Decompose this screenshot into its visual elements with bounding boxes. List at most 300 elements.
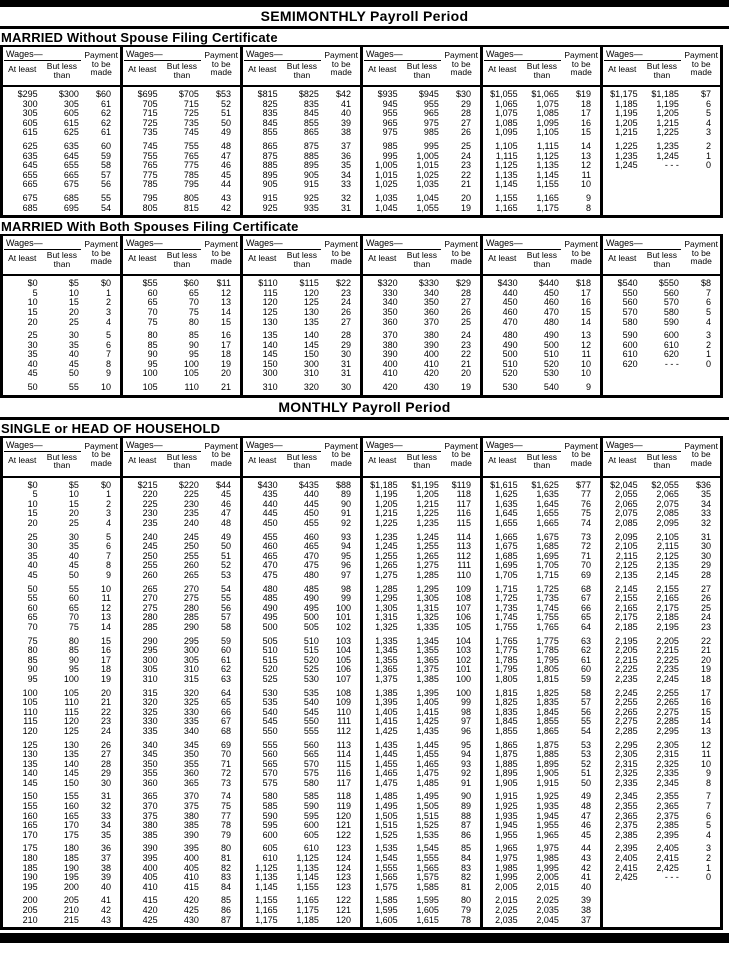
table-row <box>363 318 480 328</box>
payment-cell: 42 <box>100 905 111 915</box>
at-least-cell: 80 <box>147 330 158 341</box>
wage-table-married-both-spouses <box>0 234 723 398</box>
row-group <box>3 194 120 213</box>
row-group <box>363 383 480 393</box>
payment-cell: $29 <box>455 278 471 289</box>
table-row <box>123 727 240 737</box>
but-less-cell: 1,835 <box>536 697 559 708</box>
table-row <box>3 331 120 341</box>
but-less-cell: 1,255 <box>416 541 439 552</box>
at-least-cell: 95 <box>27 673 38 684</box>
at-least-cell: 1,865 <box>495 739 518 750</box>
payment-cell: 81 <box>460 881 471 892</box>
at-least-cell: 1,285 <box>375 583 398 594</box>
payment-cell: 72 <box>220 768 231 779</box>
wage-column-group <box>603 236 720 395</box>
at-least-cell: 280 <box>142 612 158 623</box>
payment-cell: 37 <box>580 914 591 925</box>
but-less-cell: 1,955 <box>536 820 559 831</box>
at-least-cell: 410 <box>142 881 158 892</box>
but-less-cell: 70 <box>68 612 79 623</box>
at-least-cell: 140 <box>22 768 38 779</box>
at-least-cell: 390 <box>382 349 398 360</box>
but-less-cell: 925 <box>303 192 319 203</box>
table-row <box>3 552 120 562</box>
but-less-cell: 510 <box>303 635 319 646</box>
at-least-cell: $2,045 <box>610 479 638 490</box>
at-least-cell: 70 <box>147 306 158 317</box>
payment-cell: 3 <box>705 330 711 341</box>
at-least-cell: 655 <box>22 169 38 180</box>
payment-cell: 50 <box>220 117 231 128</box>
row-group <box>363 689 480 737</box>
wage-column-group <box>603 47 720 215</box>
at-least-cell: 1,165 <box>255 905 278 915</box>
payment-cell: 56 <box>100 179 111 190</box>
payment-cell: 24 <box>460 330 471 341</box>
payment-cell: 21 <box>460 358 471 369</box>
payment-cell: 17 <box>580 108 591 119</box>
but-less-cell: 2,325 <box>656 758 679 769</box>
payment-cell: 3 <box>105 306 111 317</box>
but-less-cell: 815 <box>183 202 199 213</box>
at-least-cell: 895 <box>262 169 278 180</box>
at-least-cell: 1,245 <box>615 160 638 171</box>
wages-subheaders <box>484 250 563 268</box>
payment-cell: 61 <box>580 654 591 665</box>
row-group <box>3 585 120 633</box>
at-least-cell: 1,185 <box>615 98 638 109</box>
rows-area <box>603 87 720 173</box>
but-less-cell: 130 <box>63 739 79 750</box>
payment-cell: 53 <box>580 749 591 760</box>
row-group <box>123 142 240 190</box>
but-less-cell: 1,505 <box>416 801 439 812</box>
but-less-cell: 335 <box>183 716 199 727</box>
row-group <box>363 792 480 840</box>
at-least-cell: 200 <box>22 895 38 906</box>
but-less-cell: 540 <box>303 697 319 708</box>
at-least-cell: 1,205 <box>615 117 638 128</box>
but-less-cell: 985 <box>423 127 439 138</box>
wage-table-married-without-spouse <box>0 45 723 218</box>
but-less-cell: 1,935 <box>536 801 559 812</box>
but-less-cell: 995 <box>423 140 439 151</box>
at-least-cell: $430 <box>257 479 278 490</box>
payment-cell: 9 <box>105 368 111 379</box>
but-less-cell: 120 <box>63 716 79 727</box>
but-less-cell: 125 <box>303 297 319 308</box>
but-less-cell: 835 <box>303 98 319 109</box>
table-row <box>483 675 600 685</box>
at-least-cell: $55 <box>142 278 158 289</box>
payment-cell: 55 <box>580 716 591 727</box>
but-less-cell: 1,815 <box>536 673 559 684</box>
table-row <box>603 571 720 581</box>
but-less-cell: 1,145 <box>536 169 559 180</box>
but-less-cell: 450 <box>543 287 559 298</box>
payment-cell: 94 <box>340 541 351 552</box>
but-less-cell: 1,015 <box>416 160 439 171</box>
but-less-cell: 1,095 <box>536 117 559 128</box>
payment-cell: 2 <box>705 853 711 864</box>
at-least-cell: 1,135 <box>495 169 518 180</box>
at-least-cell: 100 <box>142 368 158 379</box>
but-less-cell: 65 <box>188 287 199 298</box>
at-least-cell: $0 <box>27 278 38 289</box>
payment-cell: 86 <box>460 829 471 840</box>
but-less-cell: 420 <box>183 895 199 906</box>
table-row <box>603 727 720 737</box>
payment-cell: 6 <box>105 339 111 350</box>
row-group <box>603 792 720 840</box>
row-group <box>363 585 480 633</box>
but-less-cell: 570 <box>663 297 679 308</box>
payment-cell: 110 <box>456 570 471 580</box>
at-least-cell: 2,205 <box>615 645 638 656</box>
but-less-cell: 1,225 <box>416 508 439 519</box>
but-less-cell: 310 <box>303 368 319 379</box>
payment-cell: 112 <box>336 725 351 736</box>
payment-cell: 90 <box>340 498 351 509</box>
at-least-cell: $935 <box>377 89 398 99</box>
at-least-cell: 845 <box>262 117 278 128</box>
wages-header-label: Wages— <box>484 440 561 452</box>
table-row <box>123 779 240 789</box>
but-less-cell: 1,375 <box>416 664 439 675</box>
at-least-cell: 1,555 <box>375 862 398 873</box>
payment-cell: 46 <box>580 820 591 831</box>
at-least-cell: 2,055 <box>615 489 638 500</box>
payment-cell: 4 <box>105 316 111 327</box>
at-least-cell: 2,415 <box>615 862 638 873</box>
at-least-cell: 530 <box>262 687 278 698</box>
but-less-cell: 140 <box>303 330 319 341</box>
payment-cell: 32 <box>340 192 351 203</box>
payment-cell: 61 <box>100 98 111 109</box>
payment-cell: 35 <box>700 489 711 500</box>
at-least-cell: 1,065 <box>495 98 518 109</box>
row-group <box>243 279 360 327</box>
payment-cell: 59 <box>220 635 231 646</box>
table-row <box>3 779 120 789</box>
wage-column-group <box>3 47 123 215</box>
payment-cell: 25 <box>460 140 471 151</box>
but-less-cell: 40 <box>68 550 79 561</box>
row-group <box>603 689 720 737</box>
at-least-cell: 85 <box>27 654 38 665</box>
payment-cell: 60 <box>580 664 591 675</box>
rows-area <box>123 478 240 928</box>
payment-cell: 114 <box>336 749 351 760</box>
but-less-cell: 1,475 <box>416 768 439 779</box>
wages-header <box>4 238 83 272</box>
but-less-cell: 1,665 <box>536 518 559 529</box>
at-least-cell: 685 <box>22 202 38 213</box>
but-less-than-header: But less than <box>286 61 318 80</box>
at-least-header: At least <box>8 454 37 465</box>
payment-cell: 20 <box>460 368 471 379</box>
wage-table-single-head-of-household <box>0 436 723 931</box>
payment-cell: 42 <box>580 862 591 873</box>
but-less-cell: 1,085 <box>536 108 559 119</box>
at-least-cell: 2,395 <box>615 843 638 854</box>
but-less-cell: 1,925 <box>536 791 559 802</box>
payment-cell: 113 <box>456 541 471 552</box>
payment-cell: 121 <box>335 905 351 915</box>
at-least-cell: 1,505 <box>375 810 398 821</box>
payment-cell: 21 <box>220 382 231 393</box>
at-least-cell: 570 <box>262 768 278 779</box>
but-less-cell: 460 <box>303 531 319 542</box>
but-less-cell: 410 <box>183 872 199 883</box>
at-least-header: At least <box>368 64 397 74</box>
but-less-cell: 400 <box>423 349 439 360</box>
payment-cell: 61 <box>100 127 111 138</box>
at-least-cell: 2,355 <box>615 801 638 812</box>
at-least-cell: 340 <box>142 739 158 750</box>
table-row <box>363 831 480 841</box>
payment-cell: 72 <box>580 541 591 552</box>
at-least-cell: 535 <box>262 697 278 708</box>
at-least-cell: $540 <box>617 278 638 289</box>
payment-cell: 58 <box>580 687 591 698</box>
payment-cell: 124 <box>335 862 351 873</box>
but-less-cell: 560 <box>303 739 319 750</box>
payment-cell: 13 <box>700 725 711 736</box>
but-less-cell: 495 <box>303 602 319 613</box>
but-less-than-header: But less than <box>286 451 318 471</box>
but-less-cell: 270 <box>183 583 199 594</box>
payment-cell: 22 <box>460 349 471 360</box>
row-group <box>243 585 360 633</box>
but-less-cell: 95 <box>68 664 79 675</box>
but-less-cell: 520 <box>543 358 559 369</box>
but-less-cell: 390 <box>183 829 199 840</box>
at-least-cell: 1,685 <box>495 550 518 561</box>
table-row <box>483 571 600 581</box>
row-group <box>603 142 720 171</box>
at-least-cell: 1,125 <box>495 160 518 171</box>
but-less-cell: 505 <box>303 621 319 632</box>
payment-cell: 19 <box>460 202 471 213</box>
payment-cell: 41 <box>100 895 111 906</box>
but-less-cell: 1,485 <box>416 777 439 788</box>
column-header <box>123 236 240 276</box>
payment-cell: 14 <box>100 621 111 632</box>
but-less-cell: 180 <box>63 843 79 854</box>
payment-cell: 6 <box>105 541 111 552</box>
at-least-cell: 1,715 <box>495 583 518 594</box>
at-least-cell: 1,345 <box>375 645 398 656</box>
but-less-cell: 2,345 <box>656 777 679 788</box>
wages-header-label: Wages— <box>604 440 681 452</box>
payment-cell: 84 <box>220 881 231 892</box>
at-least-cell: 1,995 <box>495 872 518 883</box>
at-least-cell: 125 <box>262 306 278 317</box>
at-least-cell: 1,755 <box>495 621 518 632</box>
payment-cell: 9 <box>105 570 111 580</box>
but-less-cell: 190 <box>63 862 79 873</box>
but-less-cell: 290 <box>183 621 199 632</box>
table-row <box>483 180 600 190</box>
but-less-cell: 1,885 <box>536 749 559 760</box>
payment-cell: 56 <box>580 706 591 717</box>
table-row <box>483 369 600 379</box>
at-least-header: At least <box>608 454 637 465</box>
payment-cell: 5 <box>105 531 111 542</box>
payment-cell: 50 <box>220 541 231 552</box>
at-least-cell: 425 <box>142 914 158 925</box>
row-group <box>123 792 240 840</box>
row-group <box>123 896 240 925</box>
payment-cell: $44 <box>215 479 231 490</box>
at-least-cell: 560 <box>262 749 278 760</box>
payment-cell: 51 <box>220 108 231 119</box>
table-row <box>3 916 120 926</box>
payment-cell: 2 <box>105 297 111 308</box>
at-least-cell: 305 <box>22 108 38 119</box>
at-least-cell: 560 <box>622 297 638 308</box>
but-less-cell: 2,375 <box>656 810 679 821</box>
at-least-cell: 1,145 <box>495 179 518 190</box>
at-least-cell: 1,085 <box>495 117 518 128</box>
at-least-cell: 1,775 <box>495 645 518 656</box>
at-least-cell: 2,145 <box>615 583 638 594</box>
but-less-cell: 535 <box>303 687 319 698</box>
payment-cell: 43 <box>220 192 231 203</box>
at-least-cell: $295 <box>17 89 38 99</box>
payment-cell: 116 <box>456 508 471 519</box>
at-least-cell: 470 <box>262 560 278 571</box>
payment-cell: 79 <box>460 905 471 915</box>
table-row <box>363 204 480 214</box>
at-least-cell: 2,155 <box>615 593 638 604</box>
wages-header <box>124 440 203 474</box>
table-row <box>123 571 240 581</box>
payment-cell: 83 <box>460 862 471 873</box>
but-less-cell: 280 <box>183 602 199 613</box>
but-less-cell: 2,255 <box>656 687 679 698</box>
payment-cell: 52 <box>220 98 231 109</box>
but-less-cell: 1,415 <box>416 706 439 717</box>
payment-cell: 1 <box>705 862 711 873</box>
at-least-cell: $0 <box>27 479 38 490</box>
payment-cell: 5 <box>705 108 711 119</box>
payment-cell: $19 <box>575 89 591 99</box>
at-least-cell: 1,975 <box>495 853 518 864</box>
but-less-cell: 490 <box>543 330 559 341</box>
payment-cell: 100 <box>455 673 471 684</box>
payment-cell: $53 <box>215 89 231 99</box>
but-less-cell: 555 <box>303 725 319 736</box>
row-group <box>243 844 360 892</box>
table-row <box>123 675 240 685</box>
at-least-cell: $695 <box>137 89 158 99</box>
at-least-cell: 310 <box>262 382 278 393</box>
at-least-cell: 205 <box>22 905 38 915</box>
payment-cell: 101 <box>455 664 471 675</box>
but-less-than-header: But less than <box>166 250 198 269</box>
payment-cell: 1 <box>105 489 111 500</box>
at-least-cell: 755 <box>142 150 158 161</box>
but-less-cell: 490 <box>303 593 319 604</box>
at-least-cell: 1,245 <box>375 541 398 552</box>
row-group <box>3 792 120 840</box>
payment-cell: 67 <box>580 593 591 604</box>
at-least-cell: 785 <box>142 179 158 190</box>
payment-cell: 74 <box>220 791 231 802</box>
at-least-cell: 225 <box>142 498 158 509</box>
at-least-cell: 2,405 <box>615 853 638 864</box>
at-least-cell: 120 <box>22 725 38 736</box>
but-less-cell: 2,095 <box>656 518 679 529</box>
at-least-cell: 250 <box>142 550 158 561</box>
wages-header-label: Wages— <box>244 238 321 250</box>
payment-cell: 11 <box>581 349 591 360</box>
but-less-cell: 745 <box>183 127 199 138</box>
at-least-cell: 285 <box>142 621 158 632</box>
at-least-cell: 1,175 <box>255 914 278 925</box>
payment-cell: 21 <box>700 645 711 656</box>
row-group <box>123 533 240 581</box>
payment-cell: 107 <box>335 673 351 684</box>
at-least-header: At least <box>488 253 517 264</box>
table-row <box>243 128 360 138</box>
column-header <box>3 47 120 87</box>
wage-column-group <box>123 236 243 395</box>
but-less-cell: 625 <box>63 127 79 138</box>
at-least-cell: 1,445 <box>375 749 398 760</box>
at-least-cell: 1,135 <box>255 872 278 883</box>
but-less-cell: 1,545 <box>416 843 439 854</box>
at-least-cell: 420 <box>142 905 158 915</box>
but-less-cell: 1,525 <box>416 820 439 831</box>
but-less-cell: 1,575 <box>416 872 439 883</box>
table-row <box>483 727 600 737</box>
but-less-cell: 600 <box>303 820 319 831</box>
at-least-cell: 765 <box>142 160 158 171</box>
at-least-cell: 455 <box>262 531 278 542</box>
payment-cell: 24 <box>100 725 111 736</box>
table-row <box>603 623 720 633</box>
column-header <box>363 438 480 478</box>
at-least-cell: 1,035 <box>375 192 398 203</box>
table-row <box>123 883 240 893</box>
at-least-cell: 1,075 <box>495 108 518 119</box>
payment-cell: 69 <box>220 739 231 750</box>
at-least-cell: 450 <box>262 518 278 529</box>
but-less-cell: 455 <box>303 518 319 529</box>
at-least-cell: 995 <box>382 150 398 161</box>
but-less-than-header: But less than <box>286 250 318 269</box>
payment-cell: 108 <box>455 593 471 604</box>
at-least-cell: 1,925 <box>495 801 518 812</box>
payment-cell: 62 <box>220 664 231 675</box>
wages-subheaders <box>364 452 443 470</box>
at-least-header: At least <box>368 454 397 465</box>
but-less-cell: 1,985 <box>536 853 559 864</box>
payment-cell: 34 <box>700 498 711 509</box>
payment-cell: 92 <box>460 768 471 779</box>
at-least-cell: 1,625 <box>495 489 518 500</box>
at-least-cell: 2,275 <box>615 716 638 727</box>
payment-cell: 46 <box>220 160 231 171</box>
at-least-cell: 1,955 <box>495 829 518 840</box>
row-group <box>3 844 120 892</box>
column-header <box>603 236 720 276</box>
row-group <box>603 331 720 369</box>
